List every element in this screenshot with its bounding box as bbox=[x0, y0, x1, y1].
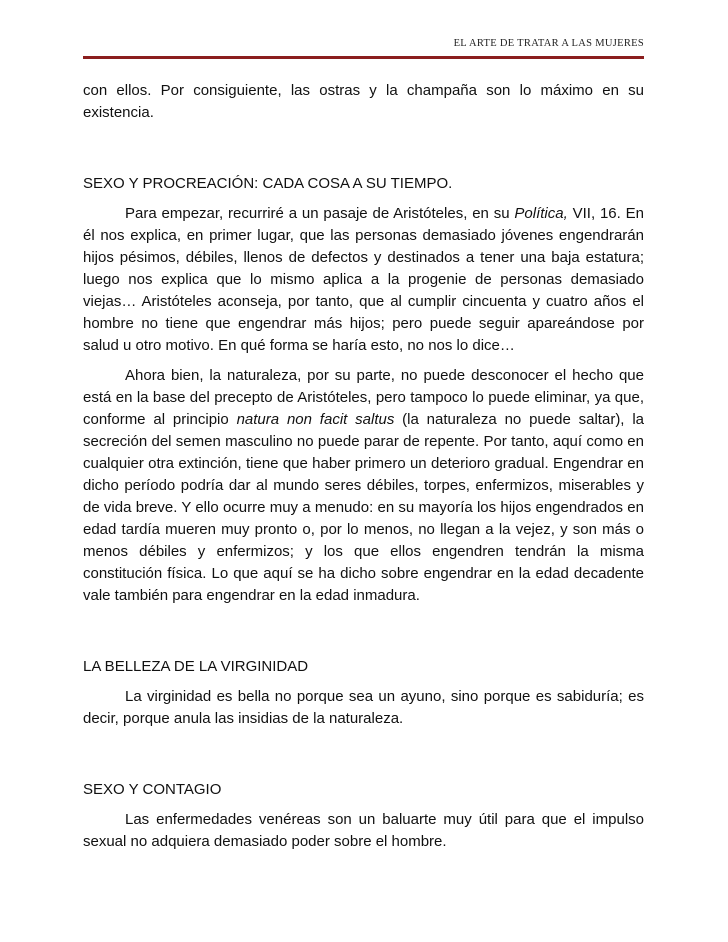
paragraph-naturaleza bbox=[83, 365, 644, 607]
paragraph-aristoteles bbox=[83, 203, 644, 357]
intro-paragraph: con ellos. Por consiguiente, las ostras y la champaña son lo máximo en su existencia. bbox=[83, 82, 644, 121]
italic-title: Política, bbox=[514, 205, 568, 222]
text-run: Ahora bien, la naturaleza, por su parte, no puede desconocer el hecho que está en la base del precepto de Aristóteles, pero tampoco lo puede eliminar, ya que, conforme al principio bbox=[83, 367, 644, 428]
paragraph-contagio: Las enfermedades venéreas son un baluarte muy útil para que el impulso sexual no adquiera demasiado poder sobre el hombre. bbox=[83, 811, 644, 850]
text-run: VII, 16. En él nos explica, en primer lugar, que las personas demasiado jóvenes engendrarán hijos pésimos, débiles, llenos de defectos y destinados a tener una baja estatura; luego nos explica que lo mismo aplica a la progenie de personas demasiado viejas… Aristóteles aconseja, por tanto, que al cumplir cincuenta y cuatro años el hombre no tiene que engendrar más hijos; pero puede seguir apareándose por salud u otro motivo. En qué forma se haría esto, no nos lo dice… bbox=[83, 205, 644, 354]
text-run: (la naturaleza no puede saltar), la secreción del semen masculino no puede parar de repente. Por tanto, aquí como en cualquier otra extinción, tiene que haber primero un deterioro gradual. Engendrar en dicho período podría dar al mundo seres débiles, torpes, enfermizos, miserables y de vida breve. Y ello ocurre muy a menudo: en su mayoría los hijos engendrados en edad tardía mueren muy pronto o, por lo menos, no llegan a la vejez, y son más o menos débiles y enfermizos; y los que ellos engendren tendrán la misma constitución física. Lo que aquí se ha dicho sobre engendrar en la edad decadente vale también para engendrar en la edad inmadura. bbox=[83, 411, 644, 604]
heading-belleza: LA BELLEZA DE LA VIRGINIDAD bbox=[83, 658, 309, 675]
running-header: EL ARTE DE TRATAR A LAS MUJERES bbox=[453, 38, 644, 49]
text-run: Para empezar, recurriré a un pasaje de Aristóteles, en su bbox=[125, 205, 515, 222]
heading-contagio: SEXO Y CONTAGIO bbox=[83, 781, 222, 798]
page-body bbox=[83, 80, 644, 853]
paragraph-virginidad: La virginidad es bella no porque sea un ayuno, sino porque es sabiduría; es decir, porque anula las insidias de la naturaleza. bbox=[83, 688, 644, 727]
heading-sexo-procreacion: SEXO Y PROCREACIÓN: CADA COSA A SU TIEMPO. bbox=[83, 175, 453, 192]
header-rule bbox=[83, 56, 644, 59]
italic-latin-phrase: natura non facit saltus bbox=[236, 411, 395, 428]
